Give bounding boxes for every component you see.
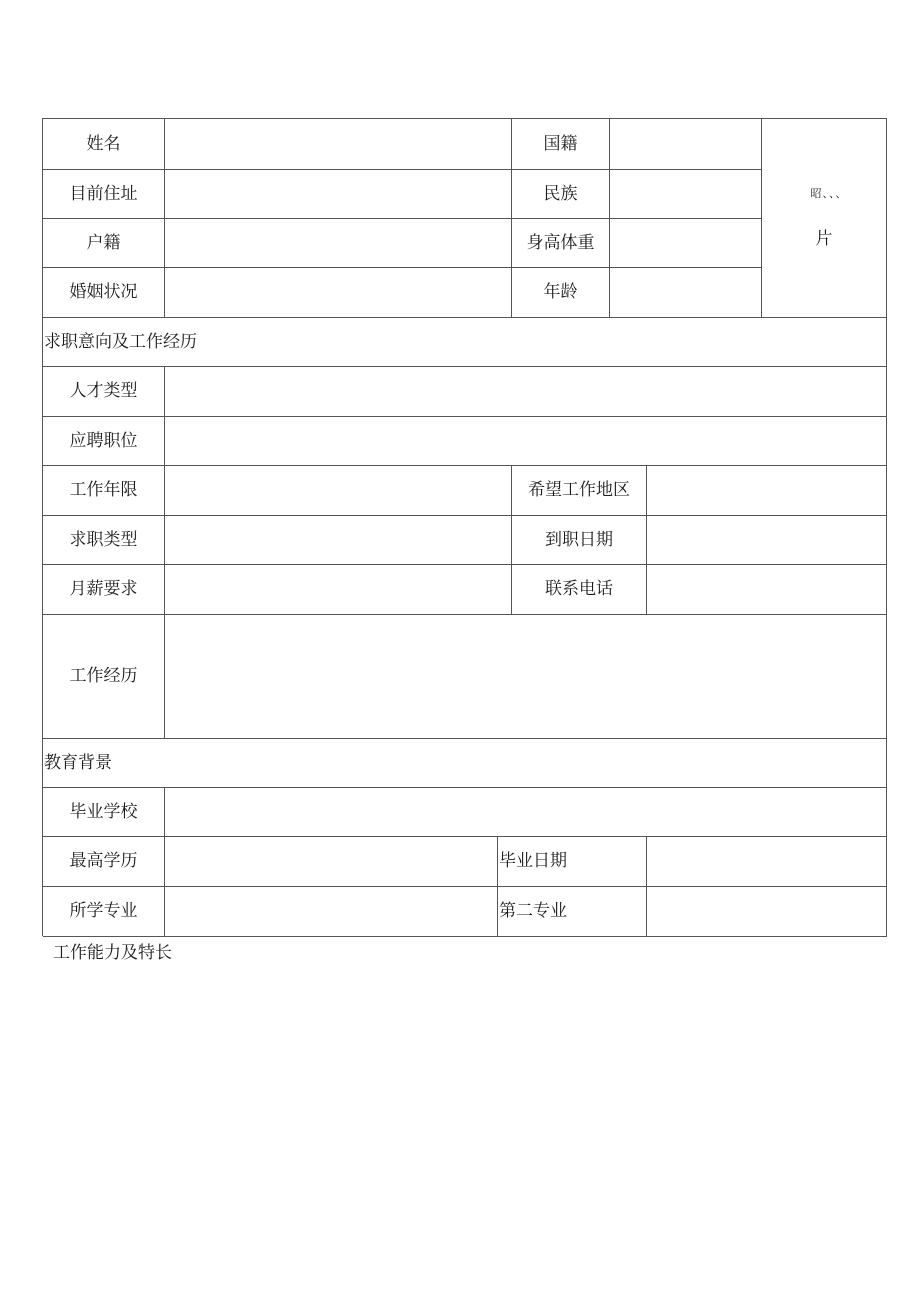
start-date-field[interactable] (647, 516, 887, 565)
school-label: 毕业学校 (43, 788, 165, 837)
grad-date-field[interactable] (647, 837, 887, 887)
salary-label: 月薪要求 (43, 565, 165, 615)
grad-date-label: 毕业日期 (498, 837, 647, 887)
start-date-label: 到职日期 (512, 516, 647, 565)
experience-field[interactable] (165, 615, 887, 739)
position-field[interactable] (165, 417, 887, 466)
height-weight-field[interactable] (610, 219, 762, 268)
school-field[interactable] (165, 788, 887, 837)
talent-type-label: 人才类型 (43, 367, 165, 417)
degree-field[interactable] (165, 837, 498, 887)
age-label: 年龄 (512, 268, 610, 318)
years-field[interactable] (165, 466, 512, 516)
photo-label-line1: 昭、、、 (810, 187, 848, 200)
address-label: 目前住址 (43, 170, 165, 219)
photo-box[interactable] (762, 119, 887, 318)
region-field[interactable] (647, 466, 887, 516)
marital-field[interactable] (165, 268, 512, 318)
job-type-label: 求职类型 (43, 516, 165, 565)
salary-field[interactable] (165, 565, 512, 615)
hukou-label: 户籍 (43, 219, 165, 268)
ethnicity-label: 民族 (512, 170, 610, 219)
region-label: 希望工作地区 (512, 466, 647, 516)
nationality-field[interactable] (610, 119, 762, 170)
name-field[interactable] (165, 119, 512, 170)
major-field[interactable] (165, 887, 498, 937)
nationality-label: 国籍 (512, 119, 610, 170)
second-major-field[interactable] (647, 887, 887, 937)
resume-form (42, 118, 887, 936)
photo-label-line2: 片 (815, 229, 833, 249)
height-weight-label: 身高体重 (512, 219, 610, 268)
address-field[interactable] (165, 170, 512, 219)
position-label: 应聘职位 (43, 417, 165, 466)
phone-label: 联系电话 (512, 565, 647, 615)
abilities-title: 工作能力及特长 (53, 943, 172, 963)
experience-label: 工作经历 (43, 615, 165, 739)
ethnicity-field[interactable] (610, 170, 762, 219)
age-field[interactable] (610, 268, 762, 318)
education-section-title: 教育背景 (43, 739, 887, 788)
marital-label: 婚姻状况 (43, 268, 165, 318)
major-label: 所学专业 (43, 887, 165, 937)
hukou-field[interactable] (165, 219, 512, 268)
job-type-field[interactable] (165, 516, 512, 565)
phone-field[interactable] (647, 565, 887, 615)
years-label: 工作年限 (43, 466, 165, 516)
degree-label: 最高学历 (43, 837, 165, 887)
second-major-label: 第二专业 (498, 887, 647, 937)
job-section-title: 求职意向及工作经历 (43, 318, 887, 367)
talent-type-field[interactable] (165, 367, 887, 417)
name-label: 姓名 (43, 119, 165, 170)
